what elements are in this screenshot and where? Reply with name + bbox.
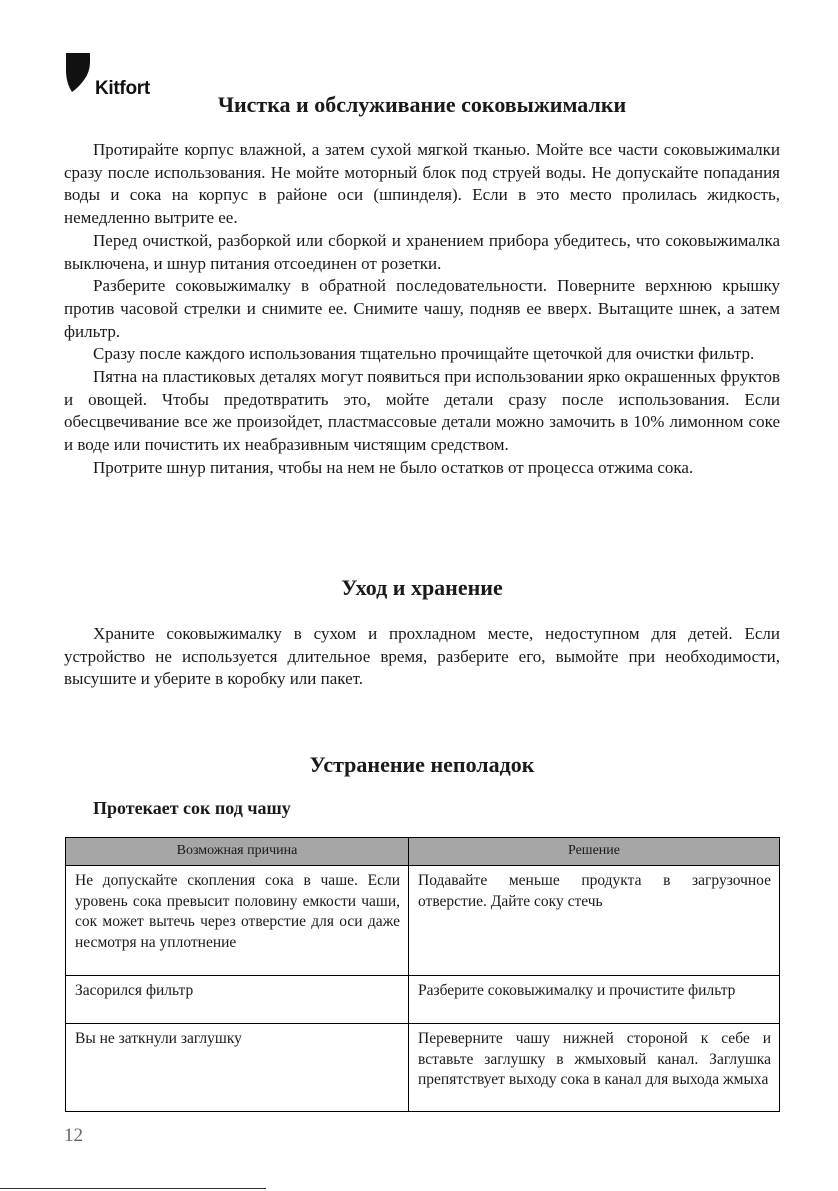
header-solution: Решение xyxy=(409,838,780,866)
solution-cell: Переверните чашу нижней стороной к себе и вставьте заглушку в жмыховый канал. Заглушка препятствует выходу сока в канал для выхода жмыха xyxy=(409,1024,780,1112)
header-cause: Возможная причина xyxy=(66,838,409,866)
table-header-row xyxy=(66,838,780,866)
cause-cell: Засорился фильтр xyxy=(66,976,409,1024)
troubleshooting-table xyxy=(65,837,780,1112)
cleaning-paragraph: Сразу после каждого использования тщательно прочищайте щеточкой для очистки фильтр. xyxy=(93,344,755,364)
brand-logo-text: Kitfort xyxy=(95,78,150,99)
troubleshooting-title: Устранение неполадок xyxy=(309,752,535,777)
solution-cell: Разберите соковыжималку и прочистите фильтр xyxy=(409,976,780,1024)
cleaning-title: Чистка и обслуживание соковыжималки xyxy=(217,92,627,117)
page-number: 12 xyxy=(64,1125,83,1146)
storage-paragraph: Храните соковыжималку в сухом и прохладном месте, недоступном для детей. Если устройство не используется длительное время, разберите его, вымойте при необходимости, высушите и уберите в коробку или пакет. xyxy=(64,624,780,689)
table-row xyxy=(66,866,780,976)
storage-body xyxy=(64,623,780,691)
cleaning-paragraph: Протирайте корпус влажной, а затем сухой мягкой тканью. Мойте все части соковыжималки сразу после использования. Не мойте моторный блок под струей воды. Не допускайте попадания воды и сока на корпус в районе оси (шпинделя). Если в это место пролилась жидкость, немедленно вытрите ее. xyxy=(64,140,780,228)
cleaning-paragraph: Перед очисткой, разборкой или сборкой и хранением прибора убедитесь, что соковыжималка выключена, и шнур питания отсоединен от розетки. xyxy=(64,230,780,273)
cause-cell: Вы не заткнули заглушку xyxy=(66,1024,409,1112)
storage-title: Уход и хранение xyxy=(341,575,503,600)
cleaning-paragraph: Разберите соковыжималку в обратной последовательности. Поверните верхнюю крышку против часовой стрелки и снимите ее. Снимите чашу, подняв ее вверх. Вытащите шнек, а затем фильтр. xyxy=(64,276,780,341)
table-row xyxy=(66,1024,780,1112)
troubleshooting-subtitle: Протекает сок под чашу xyxy=(93,798,291,818)
table-row xyxy=(66,976,780,1024)
cleaning-paragraph: Протрите шнур питания, чтобы на нем не было остатков от процесса отжима сока. xyxy=(93,457,694,477)
cause-cell: Не допускайте скопления сока в чаше. Если уровень сока превысит половину емкости чаши, сок может вытечь через отверстие для оси даже несмотря на уплотнение xyxy=(66,866,409,976)
cleaning-body xyxy=(64,139,780,480)
bottom-divider xyxy=(0,1188,266,1189)
cleaning-paragraph: Пятна на пластиковых деталях могут появиться при использовании ярко окрашенных фруктов и овощей. Чтобы предотвратить это, мойте детали сразу после использования. Если обесцвечивание все же произойдет, пластмассовые детали можно замочить в 10% лимонном соке и воде или почистить их неабразивным чистящим средством. xyxy=(64,367,780,455)
solution-cell: Подавайте меньше продукта в загрузочное отверстие. Дайте соку стечь xyxy=(409,866,780,976)
